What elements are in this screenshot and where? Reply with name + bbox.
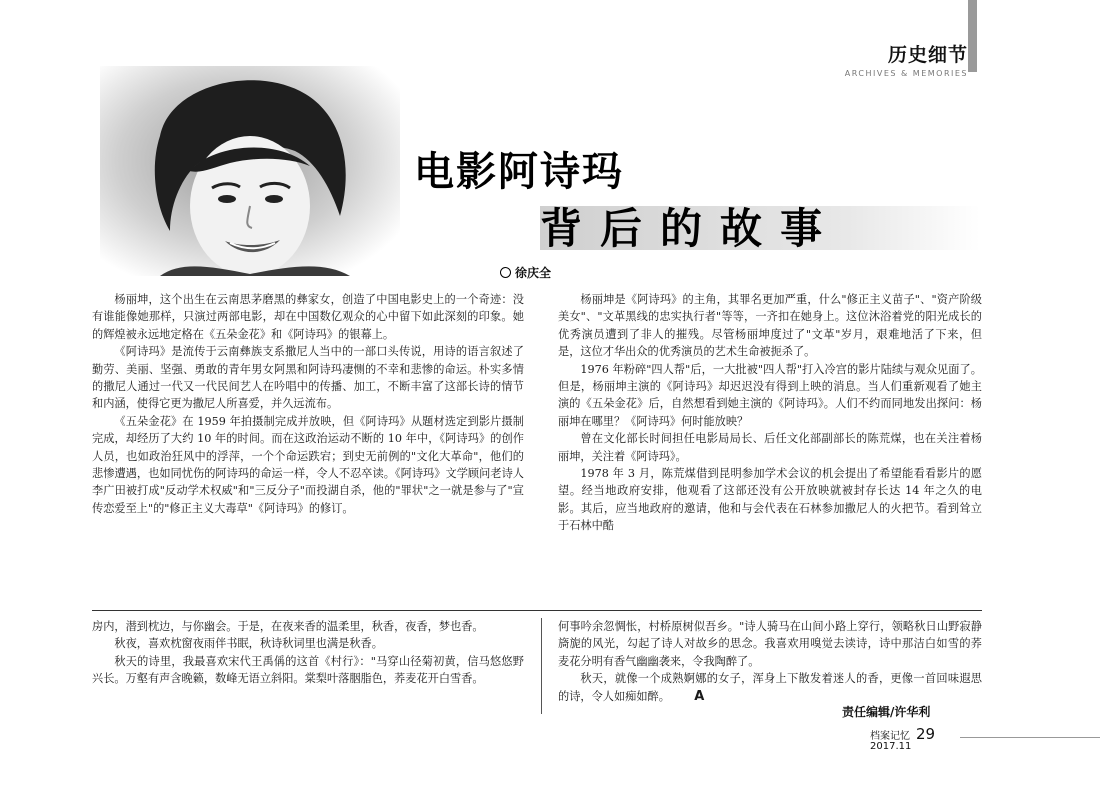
actress-portrait-photo bbox=[100, 66, 400, 276]
author-name: 徐庆全 bbox=[515, 266, 552, 280]
article-title-line2 bbox=[540, 196, 980, 252]
paragraph-text: 秋天，就像一个成熟婀娜的女子，浑身上下散发着迷人的香，更像一首回味遐思的诗，令人如痴如醉。 bbox=[558, 672, 982, 703]
paragraph bbox=[558, 670, 982, 705]
title-char: 背 bbox=[540, 204, 583, 253]
title-char: 后 bbox=[600, 204, 643, 253]
header-accent-bar bbox=[968, 0, 977, 72]
title-char: 的 bbox=[660, 204, 703, 253]
title-char: 故 bbox=[720, 204, 763, 253]
issue-date: 2017.11 bbox=[870, 741, 912, 752]
column-title: 历史细节 bbox=[887, 44, 968, 66]
article-title-line1: 电影阿诗玛 bbox=[414, 149, 624, 195]
page-footer bbox=[870, 724, 935, 752]
paragraph: 杨丽坤，这个出生在云南思茅磨黑的彝家女，创造了中国电影史上的一个奇迹：没有谁能像她那样，只演过两部电影，却在中国数亿观众的心中留下如此深刻的印象。她的辉煌被永远地定格在《五朵金花》和《阿诗玛》的银幕上。 bbox=[92, 293, 524, 341]
paragraph: 何事吟余忽惆怅，村桥原树似吾乡。"诗人骑马在山间小路上穿行，领略秋日山野寂静旖旎的风光，勾起了诗人对故乡的思念。我喜欢用嗅觉去读诗，诗中那洁白如雪的荞麦花分明有香气幽幽袭来，令我陶醉了。 bbox=[558, 620, 982, 668]
column-subtitle: ARCHIVES & MEMORIES bbox=[844, 69, 968, 78]
paragraph: 1976 年粉碎"四人帮"后，一大批被"四人帮"打入冷宫的影片陆续与观众见面了。但是，杨丽坤主演的《阿诗玛》却迟迟没有得到上映的消息。当人们重新观看了她主演的《五朵金花》后，自然想看到她主演的《阿诗玛》。人们不约而同地发出探问：杨丽坤在哪里？《阿诗玛》何时能放映？ bbox=[558, 362, 982, 428]
circle-mark-icon bbox=[500, 267, 511, 278]
paragraph: 《阿诗玛》是流传于云南彝族支系撒尼人当中的一部口头传说，用诗的语言叙述了勤劳、美丽、坚强、勇敢的青年男女阿黑和阿诗玛凄恻的不幸和悲惨的命运。朴实多情的撒尼人通过一代又一代民间艺人在吟唱中的传播、加工，不断丰富了这部长诗的情节和内涵，使得它更为撒尼人所喜爱，并久远流布。 bbox=[92, 345, 524, 411]
paragraph: 杨丽坤是《阿诗玛》的主角，其罪名更加严重，什么"修正主义苗子"、"资产阶级美女"、"文革黑线的忠实执行者"等等，一齐扣在她身上。这位沐浴着党的阳光成长的优秀演员遭到了非人的摧残。尽管杨丽坤度过了"文革"岁月，艰难地活了下来，但是，这位才华出众的优秀演员的艺术生命被扼杀了。 bbox=[558, 293, 982, 359]
editor-credit: 责任编辑/许华利 bbox=[842, 705, 931, 719]
paragraph: 曾在文化部长时间担任电影局局长、后任文化部副部长的陈荒煤，也在关注着杨丽坤，关注着《阿诗玛》。 bbox=[558, 432, 982, 463]
column-header bbox=[845, 40, 968, 78]
paragraph: 秋天的诗里，我最喜欢宋代王禹偁的这首《村行》："马穿山径菊初黄，信马悠悠野兴长。万壑有声含晚籁，数峰无语立斜阳。棠梨叶落胭脂色，荞麦花开白雪香。 bbox=[92, 654, 524, 686]
end-mark-icon: A bbox=[694, 688, 705, 704]
body-column-right-top bbox=[558, 291, 982, 535]
footer-rule bbox=[960, 737, 1100, 738]
paragraph: 秋夜，喜欢枕窗夜雨伴书眠，秋诗秋词里也满是秋香。 bbox=[114, 637, 383, 651]
body-column-left-bottom bbox=[92, 618, 524, 688]
title-line2-chars bbox=[540, 196, 980, 256]
paragraph: 1978 年 3 月，陈荒煤借到昆明参加学术会议的机会提出了希望能看看影片的愿望。经当地政府安排，他观看了这部还没有公开放映就被封存长达 14 年之久的电影。其后，应当地政府的邀请，他和与会代表在石林参加撒尼人的火把节。看到耸立于石林中酷 bbox=[558, 467, 982, 533]
page-number: 29 bbox=[916, 725, 936, 743]
author-byline bbox=[500, 264, 551, 281]
paragraph: 房内，潜到枕边，与你幽会。于是，在夜来香的温柔里，秋香，夜香，梦也香。 bbox=[92, 620, 484, 633]
body-column-right-bottom bbox=[558, 618, 982, 705]
paragraph: 《五朵金花》在 1959 年拍摄制完成并放映，但《阿诗玛》从题材选定到影片摄制完成，却经历了大约 10 年的时间。而在这政治运动不断的 10 年中，《阿诗玛》的创作人员，也如政治狂风中的浮萍，一个个命运跌宕；到史无前例的"文化大革命"，他们的悲惨遭遇，也如同忧伤的阿诗玛的命运一样，令人不忍卒读。《阿诗玛》文学顾问老诗人李广田被打成"反动学术权威"和"三反分子"而投湖自杀，他的"罪状"之一就是参与了"宣传恋爱至上"的"修正主义大毒草"《阿诗玛》的修订。 bbox=[92, 414, 524, 515]
body-column-left-top bbox=[92, 291, 524, 517]
section-divider bbox=[92, 610, 982, 611]
title-char: 事 bbox=[780, 204, 823, 253]
magazine-name: 档案记忆 bbox=[870, 731, 910, 742]
column-divider bbox=[541, 618, 542, 714]
